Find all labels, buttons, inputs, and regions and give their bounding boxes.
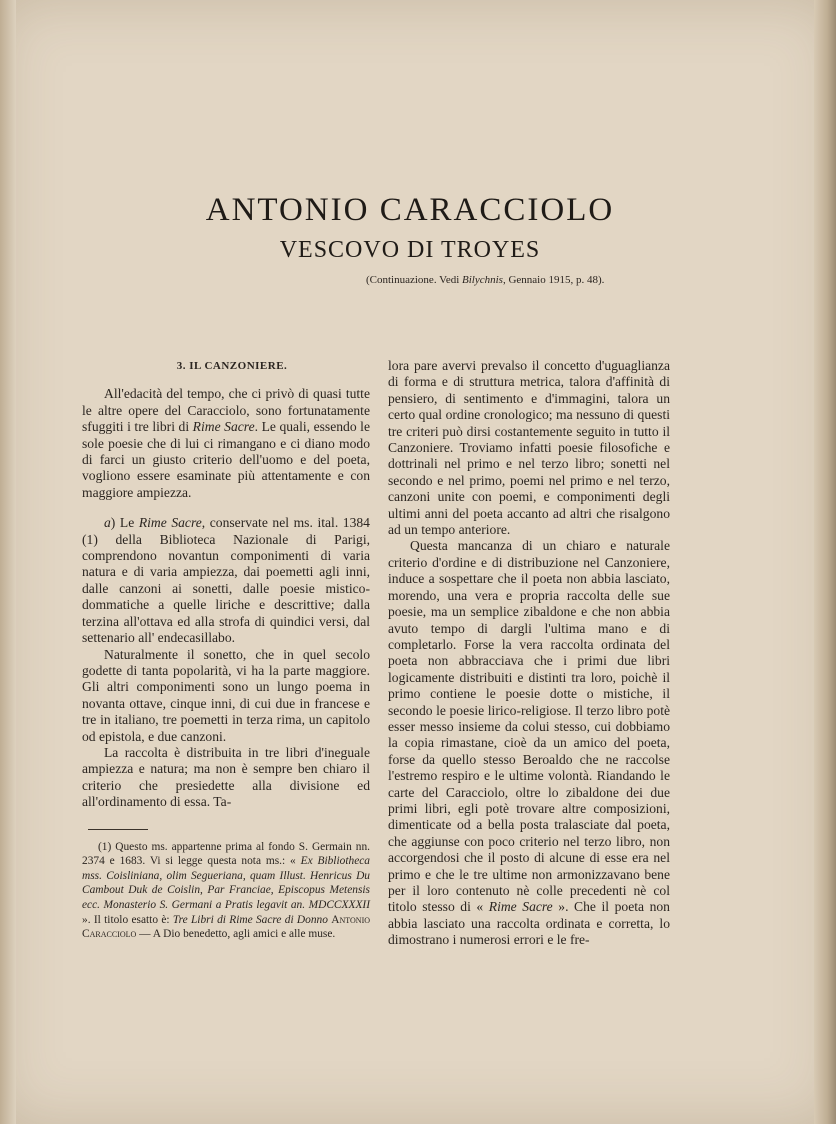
paragraph [388, 538, 670, 948]
paragraph: lora pare avervi prevalso il concetto d'uguaglianza di forma e di struttura metrica, talora d'affinità di pensiero, di sentimento e d'immagini, talora un certo qual ordine cronologico; ma nessuno di questi tre criteri può dirsi costantemente seguito in tutto il Canzoniere. Troviamo infatti poesie filosofiche e dottrinali nel primo e nel terzo libro; sonetti nel secondo e nel primo, poemi nel primo e nel terzo, canzoni unite con poemi, e componimenti degli ultimi anni del poeta accanto ad altri che risalgono ad un tempo anteriore. [388, 358, 670, 538]
text-run: (1) Questo ms. appartenne prima al fondo S. Germain nn. 2374 e 1683. Vi si legge questa nota ms.: « [82, 840, 370, 868]
paragraph [82, 515, 370, 646]
paragraph: La raccolta è distribuita in tre libri d'ineguale ampiezza e natura; ma non è sempre ben chiaro il criterio che presiedette alla divisione ed all'ordinamento di essa. Ta- [82, 744, 370, 810]
text-italic: Rime Sacre [488, 899, 553, 915]
article-title: ANTONIO CARACCIOLO [205, 192, 615, 228]
left-column [82, 358, 370, 942]
text-run: ». Che il poeta non abbia lasciato una raccolta ordinata e corretta, lo dimostrano i numerosi errori e le fre- [388, 899, 670, 948]
text-italic: Rime Sacre [192, 419, 255, 435]
section-heading: 3. IL CANZONIERE. [176, 360, 288, 372]
paragraph [82, 386, 370, 501]
footnote [82, 840, 370, 942]
text-italic: Tre Libri di Rime Sacre di Donno [172, 913, 328, 926]
continuation-post: , Gennaio 1915, p. 48). [502, 274, 605, 286]
page-edge-left [0, 0, 16, 1124]
continuation-journal: Bilychnis [462, 274, 503, 286]
continuation-pre: (Continuazione. Vedi [366, 274, 463, 286]
text-run: . Le quali, essendo le sole poesie che di lui ci rimangano e ci diano modo di farci un giusto criterio dell'uomo e del poeta, vogliono essere esaminate più attentamente e con maggiore ampiezza. [82, 419, 370, 500]
text-run: — A Dio benedetto, agli amici e alle muse. [136, 928, 336, 941]
page-edge-right [814, 0, 836, 1124]
text-run: Questa mancanza di un chiaro e naturale criterio d'ordine e di distribuzione nel Canzoniere, induce a sospettare che il poeta non abbia lasciato, morendo, una vera e propria raccolta delle sue poesie, ma un semplice zibaldone e che non abbia avuto tempo di dargli l'ultima mano e di completarlo. Forse la vera raccolta ordinata del poeta non abbracciava che i primi due libri logicamente distribuiti e distinti tra loro, poichè il primo contiene le poesie dotte o mistiche, il secondo le poesie lirico-religiose. Il terzo libro potè esser messo insieme da colui stesso, cui dobbiamo la copia rimastane, cioè da un amico del poeta, forse da quello stesso Beroaldo che ne raccolse l'estremo respiro e le ultime volontà. Riandando le carte del Caracciolo, oltre lo zibaldone dei due primi libri, egli potè trovare altre composizioni, dimenticate od a bella posta tralasciate dal poeta, che aggiunse con poco criterio nel terzo libro, non accorgendosi che il posto di alcune di esse era nel primo e che le tre ultime non armonizzavano bene per il loro contenuto nè colle precedenti nè col titolo stesso di « [388, 538, 670, 915]
continuation-note [366, 274, 686, 286]
article-subtitle: VESCOVO DI TROYES [279, 237, 541, 263]
footnote-rule [88, 829, 148, 830]
text-run: ». Il titolo esatto è: [82, 913, 173, 926]
text-run: , conservate nel ms. ital. 1384 (1) della Biblioteca Nazionale di Parigi, comprendono novantun componimenti di varia natura e di varia ampiezza, dai poemetti agli inni, dalle canzoni ai sonetti, dalle poesie mistico-dommatiche a quelle liriche e descrittive; dalla terzina all'ottava ed alla strofa di quindici versi, dal settenario all' endecasillabo. [82, 515, 370, 646]
text-italic: Rime Sacre [138, 515, 202, 531]
text-italic: a [104, 515, 111, 531]
text-run: All'edacità del tempo, che ci privò di quasi tutte le altre opere del Caracciolo, sono fortunatamente sfuggiti i tre libri di [82, 386, 370, 435]
text-smallcaps: Antonio Caracciolo [82, 913, 371, 941]
text-italic: Ex Bibliotheca mss. Coisliniana, olim Segueriana, quam Illust. Henricus Du Cambout Duk de Coislin, Par Franciae, Episcopus Metensis ecc. Monasterio S. Germani a Pratis legavit an. MDCCXXXII [82, 855, 370, 911]
text-run: ) Le [110, 515, 139, 531]
right-column [388, 358, 670, 949]
paragraph: Naturalmente il sonetto, che in quel secolo godette di tanta popolarità, vi ha la parte maggiore. Gli altri componimenti sono un lungo poema in novanta ottave, cinque inni, di cui due in francese e tre in italiano, tre poemetti in terza rima, un capitolo od epistola, e due canzoni. [82, 646, 370, 744]
